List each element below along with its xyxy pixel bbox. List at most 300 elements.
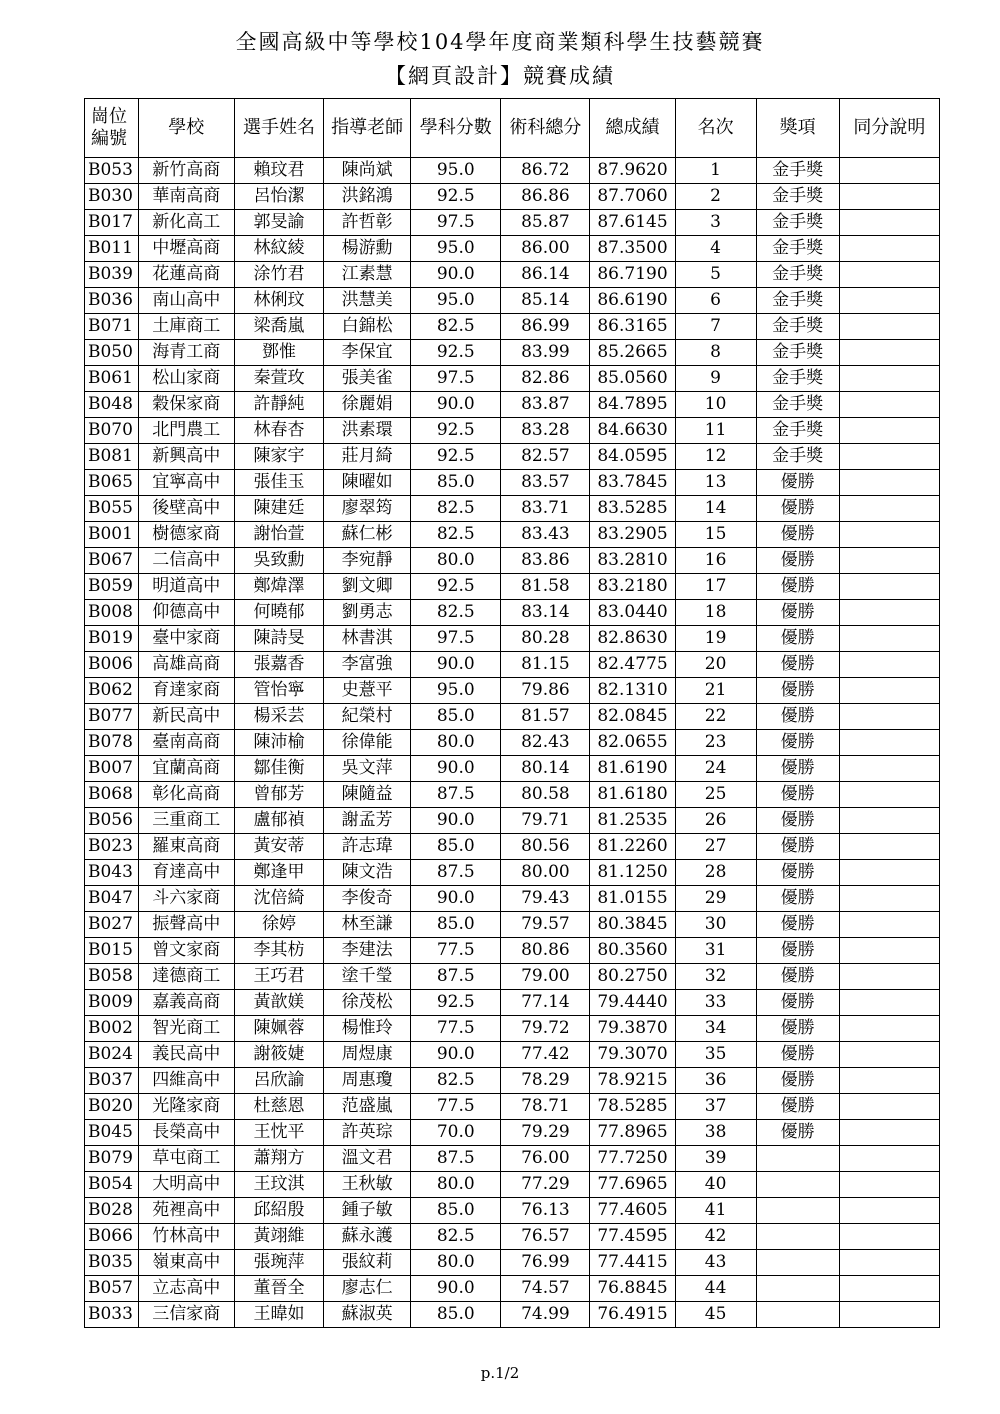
table-row bbox=[85, 1276, 940, 1302]
cell-total-score: 86.3165 bbox=[590, 314, 675, 340]
cell-award bbox=[756, 1250, 839, 1276]
cell-tie-note bbox=[839, 210, 939, 236]
cell-tie-note bbox=[839, 418, 939, 444]
cell-contestant: 杜慈恩 bbox=[234, 1094, 323, 1120]
cell-practical-score: 80.00 bbox=[501, 860, 590, 886]
column-header-tie-note: 同分說明 bbox=[839, 99, 939, 158]
cell-total-score: 83.2905 bbox=[590, 522, 675, 548]
cell-tie-note bbox=[839, 1224, 939, 1250]
cell-total-score: 80.3560 bbox=[590, 938, 675, 964]
cell-school: 臺南高商 bbox=[138, 730, 234, 756]
cell-station-id: B023 bbox=[85, 834, 139, 860]
cell-instructor: 張美雀 bbox=[324, 366, 411, 392]
cell-station-id: B067 bbox=[85, 548, 139, 574]
cell-tie-note bbox=[839, 886, 939, 912]
cell-award: 優勝 bbox=[756, 808, 839, 834]
cell-practical-score: 79.43 bbox=[501, 886, 590, 912]
cell-tie-note bbox=[839, 704, 939, 730]
table-row bbox=[85, 990, 940, 1016]
cell-instructor: 李保宜 bbox=[324, 340, 411, 366]
cell-tie-note bbox=[839, 288, 939, 314]
cell-award: 金手獎 bbox=[756, 340, 839, 366]
table-row bbox=[85, 1146, 940, 1172]
cell-theory-score: 80.0 bbox=[411, 1250, 501, 1276]
cell-school: 花蓮高商 bbox=[138, 262, 234, 288]
cell-contestant: 鄒佳衡 bbox=[234, 756, 323, 782]
cell-tie-note bbox=[839, 730, 939, 756]
cell-practical-score: 80.86 bbox=[501, 938, 590, 964]
cell-contestant: 陳沛榆 bbox=[234, 730, 323, 756]
cell-total-score: 81.6190 bbox=[590, 756, 675, 782]
cell-award: 優勝 bbox=[756, 626, 839, 652]
cell-tie-note bbox=[839, 990, 939, 1016]
cell-rank: 2 bbox=[675, 184, 756, 210]
cell-station-id: B065 bbox=[85, 470, 139, 496]
table-row bbox=[85, 600, 940, 626]
cell-practical-score: 83.28 bbox=[501, 418, 590, 444]
cell-tie-note bbox=[839, 1250, 939, 1276]
cell-school: 育達高中 bbox=[138, 860, 234, 886]
cell-theory-score: 92.5 bbox=[411, 990, 501, 1016]
cell-rank: 22 bbox=[675, 704, 756, 730]
cell-tie-note bbox=[839, 314, 939, 340]
cell-award: 優勝 bbox=[756, 964, 839, 990]
cell-school: 嘉義高商 bbox=[138, 990, 234, 1016]
cell-total-score: 82.4775 bbox=[590, 652, 675, 678]
cell-total-score: 79.4440 bbox=[590, 990, 675, 1016]
cell-contestant: 蕭翔方 bbox=[234, 1146, 323, 1172]
cell-rank: 29 bbox=[675, 886, 756, 912]
cell-station-id: B008 bbox=[85, 600, 139, 626]
cell-total-score: 79.3070 bbox=[590, 1042, 675, 1068]
cell-award bbox=[756, 1172, 839, 1198]
cell-rank: 43 bbox=[675, 1250, 756, 1276]
cell-station-id: B066 bbox=[85, 1224, 139, 1250]
cell-rank: 39 bbox=[675, 1146, 756, 1172]
table-row bbox=[85, 626, 940, 652]
cell-total-score: 84.7895 bbox=[590, 392, 675, 418]
cell-practical-score: 76.13 bbox=[501, 1198, 590, 1224]
cell-practical-score: 80.56 bbox=[501, 834, 590, 860]
cell-station-id: B081 bbox=[85, 444, 139, 470]
table-header-row bbox=[85, 99, 940, 158]
cell-instructor: 楊游勳 bbox=[324, 236, 411, 262]
cell-school: 海青工商 bbox=[138, 340, 234, 366]
cell-rank: 1 bbox=[675, 158, 756, 184]
cell-station-id: B002 bbox=[85, 1016, 139, 1042]
cell-station-id: B011 bbox=[85, 236, 139, 262]
cell-award: 優勝 bbox=[756, 652, 839, 678]
cell-theory-score: 90.0 bbox=[411, 262, 501, 288]
cell-rank: 19 bbox=[675, 626, 756, 652]
cell-rank: 11 bbox=[675, 418, 756, 444]
cell-school: 北門農工 bbox=[138, 418, 234, 444]
cell-school: 嶺東高中 bbox=[138, 1250, 234, 1276]
cell-instructor: 塗千瑩 bbox=[324, 964, 411, 990]
cell-total-score: 77.4605 bbox=[590, 1198, 675, 1224]
cell-theory-score: 77.5 bbox=[411, 938, 501, 964]
cell-award: 優勝 bbox=[756, 782, 839, 808]
cell-instructor: 李宛靜 bbox=[324, 548, 411, 574]
cell-theory-score: 82.5 bbox=[411, 1068, 501, 1094]
cell-school: 土庫商工 bbox=[138, 314, 234, 340]
cell-school: 明道高中 bbox=[138, 574, 234, 600]
cell-total-score: 77.6965 bbox=[590, 1172, 675, 1198]
cell-total-score: 76.4915 bbox=[590, 1302, 675, 1328]
cell-instructor: 洪素環 bbox=[324, 418, 411, 444]
cell-contestant: 王巧君 bbox=[234, 964, 323, 990]
cell-school: 三重商工 bbox=[138, 808, 234, 834]
cell-award bbox=[756, 1276, 839, 1302]
cell-total-score: 81.2535 bbox=[590, 808, 675, 834]
cell-total-score: 82.0845 bbox=[590, 704, 675, 730]
cell-station-id: B048 bbox=[85, 392, 139, 418]
cell-practical-score: 86.86 bbox=[501, 184, 590, 210]
cell-tie-note bbox=[839, 366, 939, 392]
column-header-rank: 名次 bbox=[675, 99, 756, 158]
cell-instructor: 許英琮 bbox=[324, 1120, 411, 1146]
cell-school: 竹林高中 bbox=[138, 1224, 234, 1250]
table-row bbox=[85, 548, 940, 574]
cell-theory-score: 80.0 bbox=[411, 548, 501, 574]
cell-award: 優勝 bbox=[756, 886, 839, 912]
table-row bbox=[85, 262, 940, 288]
cell-tie-note bbox=[839, 808, 939, 834]
cell-station-id: B070 bbox=[85, 418, 139, 444]
cell-award: 金手獎 bbox=[756, 184, 839, 210]
cell-total-score: 80.3845 bbox=[590, 912, 675, 938]
cell-rank: 13 bbox=[675, 470, 756, 496]
table-row bbox=[85, 1198, 940, 1224]
table-row bbox=[85, 834, 940, 860]
cell-school: 新竹高商 bbox=[138, 158, 234, 184]
cell-practical-score: 79.29 bbox=[501, 1120, 590, 1146]
column-header-practical-score: 術科總分 bbox=[501, 99, 590, 158]
cell-practical-score: 82.43 bbox=[501, 730, 590, 756]
cell-theory-score: 92.5 bbox=[411, 340, 501, 366]
cell-tie-note bbox=[839, 184, 939, 210]
cell-school: 三信家商 bbox=[138, 1302, 234, 1328]
cell-award: 優勝 bbox=[756, 522, 839, 548]
cell-rank: 40 bbox=[675, 1172, 756, 1198]
cell-award: 金手獎 bbox=[756, 418, 839, 444]
cell-practical-score: 81.57 bbox=[501, 704, 590, 730]
cell-theory-score: 85.0 bbox=[411, 834, 501, 860]
cell-theory-score: 77.5 bbox=[411, 1016, 501, 1042]
cell-rank: 33 bbox=[675, 990, 756, 1016]
cell-contestant: 呂欣諭 bbox=[234, 1068, 323, 1094]
cell-instructor: 廖志仁 bbox=[324, 1276, 411, 1302]
cell-tie-note bbox=[839, 574, 939, 600]
cell-instructor: 江素慧 bbox=[324, 262, 411, 288]
cell-theory-score: 90.0 bbox=[411, 808, 501, 834]
cell-tie-note bbox=[839, 444, 939, 470]
cell-theory-score: 85.0 bbox=[411, 912, 501, 938]
cell-contestant: 李其枋 bbox=[234, 938, 323, 964]
cell-instructor: 范盛嵐 bbox=[324, 1094, 411, 1120]
cell-school: 新化高工 bbox=[138, 210, 234, 236]
cell-instructor: 劉勇志 bbox=[324, 600, 411, 626]
cell-tie-note bbox=[839, 938, 939, 964]
cell-award: 優勝 bbox=[756, 756, 839, 782]
cell-tie-note bbox=[839, 236, 939, 262]
cell-station-id: B053 bbox=[85, 158, 139, 184]
cell-rank: 16 bbox=[675, 548, 756, 574]
cell-practical-score: 83.57 bbox=[501, 470, 590, 496]
cell-rank: 28 bbox=[675, 860, 756, 886]
cell-award bbox=[756, 1146, 839, 1172]
column-header-total-score: 總成績 bbox=[590, 99, 675, 158]
cell-contestant: 張琬萍 bbox=[234, 1250, 323, 1276]
cell-instructor: 溫文君 bbox=[324, 1146, 411, 1172]
cell-station-id: B017 bbox=[85, 210, 139, 236]
cell-award: 優勝 bbox=[756, 990, 839, 1016]
cell-practical-score: 81.58 bbox=[501, 574, 590, 600]
cell-station-id: B047 bbox=[85, 886, 139, 912]
cell-contestant: 陳姵蓉 bbox=[234, 1016, 323, 1042]
cell-tie-note bbox=[839, 1146, 939, 1172]
cell-practical-score: 86.99 bbox=[501, 314, 590, 340]
cell-station-id: B079 bbox=[85, 1146, 139, 1172]
table-row bbox=[85, 210, 940, 236]
cell-total-score: 78.5285 bbox=[590, 1094, 675, 1120]
cell-instructor: 林書淇 bbox=[324, 626, 411, 652]
cell-station-id: B030 bbox=[85, 184, 139, 210]
cell-practical-score: 77.29 bbox=[501, 1172, 590, 1198]
cell-school: 穀保家商 bbox=[138, 392, 234, 418]
cell-theory-score: 80.0 bbox=[411, 730, 501, 756]
cell-rank: 3 bbox=[675, 210, 756, 236]
cell-theory-score: 95.0 bbox=[411, 158, 501, 184]
cell-total-score: 82.0655 bbox=[590, 730, 675, 756]
cell-school: 二信高中 bbox=[138, 548, 234, 574]
cell-school: 曾文家商 bbox=[138, 938, 234, 964]
cell-contestant: 謝怡萱 bbox=[234, 522, 323, 548]
cell-school: 中壢高商 bbox=[138, 236, 234, 262]
cell-instructor: 楊惟玲 bbox=[324, 1016, 411, 1042]
cell-theory-score: 80.0 bbox=[411, 1172, 501, 1198]
column-header-station-id: 崗位編號 bbox=[85, 99, 139, 158]
cell-tie-note bbox=[839, 496, 939, 522]
cell-instructor: 謝孟芳 bbox=[324, 808, 411, 834]
cell-award bbox=[756, 1198, 839, 1224]
cell-theory-score: 97.5 bbox=[411, 626, 501, 652]
cell-school: 立志高中 bbox=[138, 1276, 234, 1302]
cell-tie-note bbox=[839, 1302, 939, 1328]
cell-practical-score: 83.71 bbox=[501, 496, 590, 522]
table-row bbox=[85, 1042, 940, 1068]
cell-theory-score: 87.5 bbox=[411, 860, 501, 886]
cell-theory-score: 87.5 bbox=[411, 1146, 501, 1172]
cell-rank: 27 bbox=[675, 834, 756, 860]
cell-tie-note bbox=[839, 678, 939, 704]
cell-practical-score: 79.71 bbox=[501, 808, 590, 834]
cell-station-id: B059 bbox=[85, 574, 139, 600]
cell-tie-note bbox=[839, 158, 939, 184]
cell-station-id: B057 bbox=[85, 1276, 139, 1302]
table-row bbox=[85, 236, 940, 262]
cell-contestant: 黃翊維 bbox=[234, 1224, 323, 1250]
cell-station-id: B007 bbox=[85, 756, 139, 782]
cell-school: 振聲高中 bbox=[138, 912, 234, 938]
cell-school: 大明高中 bbox=[138, 1172, 234, 1198]
cell-award: 金手獎 bbox=[756, 314, 839, 340]
cell-theory-score: 82.5 bbox=[411, 600, 501, 626]
cell-tie-note bbox=[839, 1094, 939, 1120]
cell-practical-score: 74.99 bbox=[501, 1302, 590, 1328]
cell-station-id: B020 bbox=[85, 1094, 139, 1120]
table-row bbox=[85, 366, 940, 392]
cell-rank: 45 bbox=[675, 1302, 756, 1328]
cell-school: 育達家商 bbox=[138, 678, 234, 704]
cell-total-score: 77.4595 bbox=[590, 1224, 675, 1250]
cell-tie-note bbox=[839, 1172, 939, 1198]
cell-rank: 6 bbox=[675, 288, 756, 314]
cell-tie-note bbox=[839, 1042, 939, 1068]
cell-station-id: B078 bbox=[85, 730, 139, 756]
cell-instructor: 李富強 bbox=[324, 652, 411, 678]
cell-rank: 4 bbox=[675, 236, 756, 262]
cell-theory-score: 85.0 bbox=[411, 1198, 501, 1224]
cell-station-id: B024 bbox=[85, 1042, 139, 1068]
table-row bbox=[85, 1302, 940, 1328]
table-row bbox=[85, 158, 940, 184]
cell-station-id: B058 bbox=[85, 964, 139, 990]
column-header-contestant: 選手姓名 bbox=[234, 99, 323, 158]
cell-station-id: B027 bbox=[85, 912, 139, 938]
cell-practical-score: 86.72 bbox=[501, 158, 590, 184]
table-row bbox=[85, 314, 940, 340]
cell-award: 優勝 bbox=[756, 678, 839, 704]
cell-total-score: 80.2750 bbox=[590, 964, 675, 990]
results-table bbox=[84, 98, 940, 1328]
column-header-school: 學校 bbox=[138, 99, 234, 158]
cell-theory-score: 97.5 bbox=[411, 366, 501, 392]
cell-instructor: 周惠瓊 bbox=[324, 1068, 411, 1094]
cell-tie-note bbox=[839, 1120, 939, 1146]
cell-contestant: 吳致勳 bbox=[234, 548, 323, 574]
table-row bbox=[85, 860, 940, 886]
cell-tie-note bbox=[839, 1276, 939, 1302]
cell-school: 苑裡高中 bbox=[138, 1198, 234, 1224]
cell-tie-note bbox=[839, 470, 939, 496]
cell-rank: 5 bbox=[675, 262, 756, 288]
cell-school: 彰化高商 bbox=[138, 782, 234, 808]
cell-school: 四維高中 bbox=[138, 1068, 234, 1094]
cell-total-score: 85.2665 bbox=[590, 340, 675, 366]
cell-total-score: 77.4415 bbox=[590, 1250, 675, 1276]
table-row bbox=[85, 756, 940, 782]
cell-theory-score: 70.0 bbox=[411, 1120, 501, 1146]
cell-practical-score: 83.99 bbox=[501, 340, 590, 366]
cell-contestant: 鄭煒澤 bbox=[234, 574, 323, 600]
cell-award: 優勝 bbox=[756, 704, 839, 730]
cell-theory-score: 92.5 bbox=[411, 184, 501, 210]
cell-rank: 41 bbox=[675, 1198, 756, 1224]
table-row bbox=[85, 1120, 940, 1146]
cell-practical-score: 86.14 bbox=[501, 262, 590, 288]
cell-practical-score: 76.00 bbox=[501, 1146, 590, 1172]
cell-station-id: B039 bbox=[85, 262, 139, 288]
cell-award: 優勝 bbox=[756, 912, 839, 938]
cell-theory-score: 87.5 bbox=[411, 782, 501, 808]
cell-practical-score: 86.00 bbox=[501, 236, 590, 262]
cell-station-id: B054 bbox=[85, 1172, 139, 1198]
table-row bbox=[85, 288, 940, 314]
cell-instructor: 徐麗娟 bbox=[324, 392, 411, 418]
cell-practical-score: 79.57 bbox=[501, 912, 590, 938]
cell-contestant: 陳家宇 bbox=[234, 444, 323, 470]
document-title: 全國高級中等學校104學年度商業類科學生技藝競賽 bbox=[235, 30, 765, 54]
cell-station-id: B009 bbox=[85, 990, 139, 1016]
cell-instructor: 許哲彰 bbox=[324, 210, 411, 236]
cell-theory-score: 90.0 bbox=[411, 392, 501, 418]
table-row bbox=[85, 678, 940, 704]
cell-practical-score: 83.87 bbox=[501, 392, 590, 418]
cell-award: 金手獎 bbox=[756, 262, 839, 288]
cell-school: 新興高中 bbox=[138, 444, 234, 470]
cell-award: 優勝 bbox=[756, 600, 839, 626]
cell-contestant: 徐婷 bbox=[234, 912, 323, 938]
cell-practical-score: 76.99 bbox=[501, 1250, 590, 1276]
cell-theory-score: 90.0 bbox=[411, 1276, 501, 1302]
cell-contestant: 管怡寧 bbox=[234, 678, 323, 704]
cell-contestant: 邱紹殷 bbox=[234, 1198, 323, 1224]
cell-total-score: 77.8965 bbox=[590, 1120, 675, 1146]
cell-instructor: 陳隨益 bbox=[324, 782, 411, 808]
table-row bbox=[85, 730, 940, 756]
cell-school: 宜寧高中 bbox=[138, 470, 234, 496]
cell-total-score: 81.6180 bbox=[590, 782, 675, 808]
cell-school: 草屯商工 bbox=[138, 1146, 234, 1172]
cell-tie-note bbox=[839, 600, 939, 626]
table-row bbox=[85, 1172, 940, 1198]
cell-instructor: 莊月綺 bbox=[324, 444, 411, 470]
cell-total-score: 83.2180 bbox=[590, 574, 675, 600]
cell-instructor: 王秋敏 bbox=[324, 1172, 411, 1198]
cell-instructor: 洪銘鴻 bbox=[324, 184, 411, 210]
cell-rank: 15 bbox=[675, 522, 756, 548]
cell-practical-score: 80.58 bbox=[501, 782, 590, 808]
cell-theory-score: 95.0 bbox=[411, 678, 501, 704]
cell-school: 華南高商 bbox=[138, 184, 234, 210]
cell-award: 優勝 bbox=[756, 834, 839, 860]
table-row bbox=[85, 418, 940, 444]
cell-station-id: B071 bbox=[85, 314, 139, 340]
cell-total-score: 86.7190 bbox=[590, 262, 675, 288]
cell-tie-note bbox=[839, 756, 939, 782]
cell-rank: 20 bbox=[675, 652, 756, 678]
cell-school: 達德商工 bbox=[138, 964, 234, 990]
cell-total-score: 83.2810 bbox=[590, 548, 675, 574]
cell-instructor: 蘇淑英 bbox=[324, 1302, 411, 1328]
cell-rank: 35 bbox=[675, 1042, 756, 1068]
cell-tie-note bbox=[839, 262, 939, 288]
cell-rank: 37 bbox=[675, 1094, 756, 1120]
cell-contestant: 張佳玉 bbox=[234, 470, 323, 496]
cell-instructor: 蘇永護 bbox=[324, 1224, 411, 1250]
cell-theory-score: 95.0 bbox=[411, 236, 501, 262]
cell-practical-score: 79.72 bbox=[501, 1016, 590, 1042]
cell-school: 後壁高中 bbox=[138, 496, 234, 522]
cell-station-id: B043 bbox=[85, 860, 139, 886]
cell-tie-note bbox=[839, 1198, 939, 1224]
cell-contestant: 賴玟君 bbox=[234, 158, 323, 184]
cell-theory-score: 82.5 bbox=[411, 1224, 501, 1250]
cell-tie-note bbox=[839, 652, 939, 678]
cell-school: 羅東高商 bbox=[138, 834, 234, 860]
table-row bbox=[85, 964, 940, 990]
